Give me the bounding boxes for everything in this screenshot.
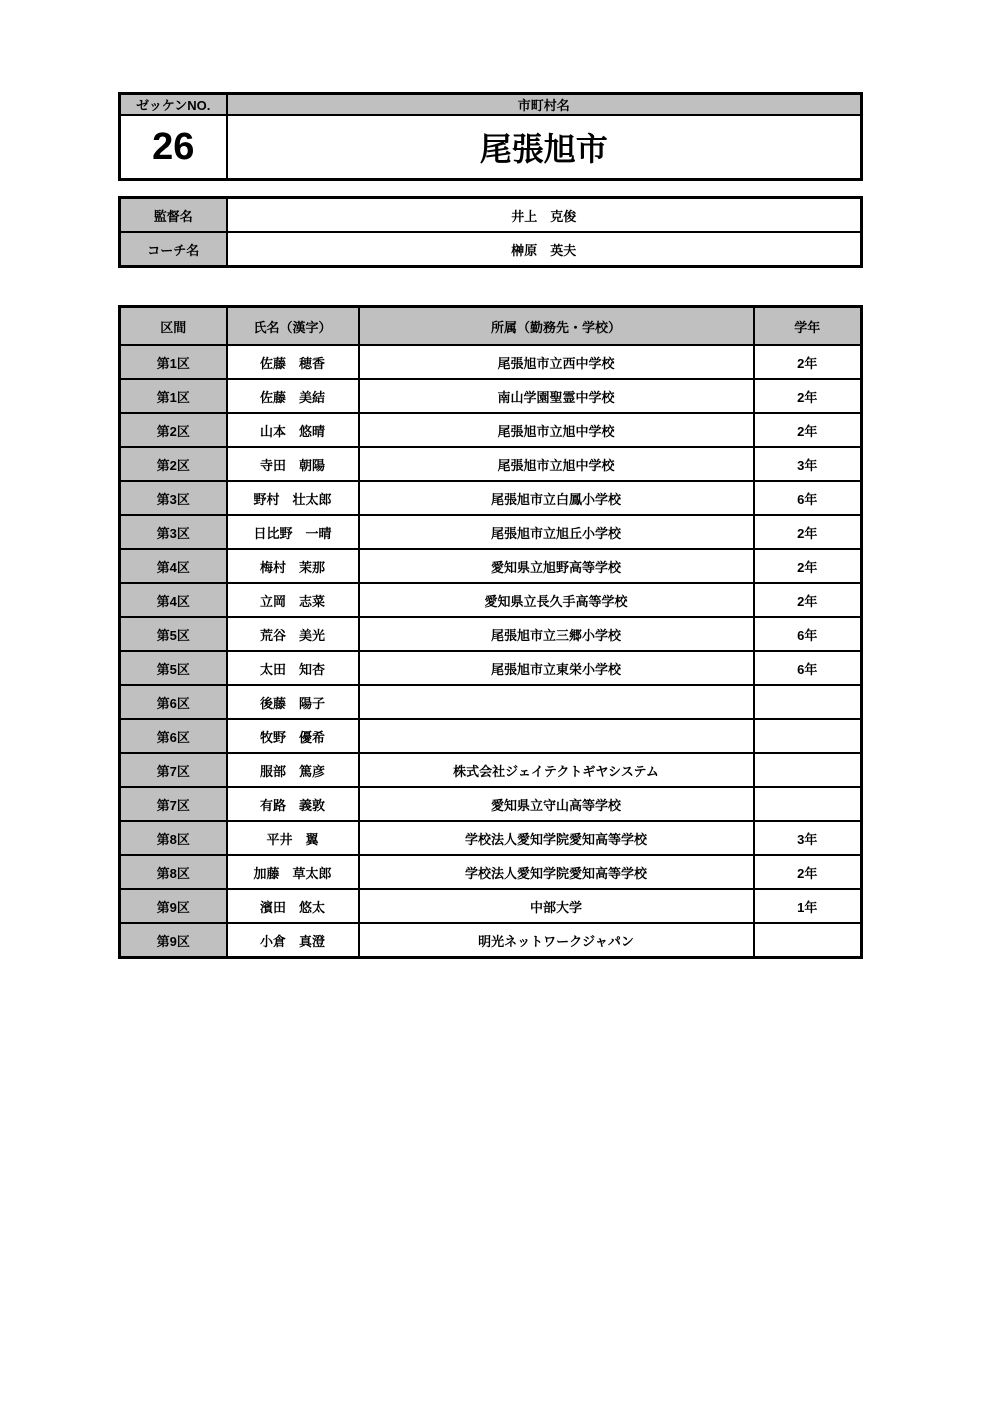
name-cell: 佐藤 美結 (227, 379, 359, 413)
name-cell: 太田 知杏 (227, 651, 359, 685)
name-column-header: 氏名（漢字） (227, 307, 359, 346)
grade-cell: 2年 (754, 413, 862, 447)
table-row (120, 855, 862, 889)
affiliation-cell (359, 719, 754, 753)
name-cell: 梅村 茉那 (227, 549, 359, 583)
table-row (120, 821, 862, 855)
name-cell: 服部 篤彦 (227, 753, 359, 787)
table-row (120, 719, 862, 753)
table-row (120, 889, 862, 923)
table-row (120, 549, 862, 583)
grade-cell: 2年 (754, 345, 862, 379)
manager-name: 井上 克俊 (227, 198, 862, 233)
table-row (120, 617, 862, 651)
grade-cell: 1年 (754, 889, 862, 923)
grade-cell (754, 719, 862, 753)
section-cell: 第3区 (120, 515, 227, 549)
affiliation-cell: 愛知県立長久手高等学校 (359, 583, 754, 617)
grade-cell: 6年 (754, 617, 862, 651)
grade-cell (754, 923, 862, 958)
affiliation-cell: 愛知県立守山高等学校 (359, 787, 754, 821)
name-cell: 後藤 陽子 (227, 685, 359, 719)
section-cell: 第8区 (120, 821, 227, 855)
table-row (120, 481, 862, 515)
table-row (120, 447, 862, 481)
name-cell: 加藤 草太郎 (227, 855, 359, 889)
affiliation-cell: 尾張旭市立西中学校 (359, 345, 754, 379)
affiliation-cell: 南山学園聖霊中学校 (359, 379, 754, 413)
section-cell: 第9区 (120, 923, 227, 958)
affiliation-cell: 尾張旭市立三郷小学校 (359, 617, 754, 651)
name-cell: 有路 義敦 (227, 787, 359, 821)
table-row (120, 787, 862, 821)
table-row (120, 583, 862, 617)
table-row (120, 685, 862, 719)
bib-number-value: 26 (120, 115, 227, 180)
name-cell: 山本 悠晴 (227, 413, 359, 447)
section-cell: 第2区 (120, 447, 227, 481)
name-cell: 濱田 悠太 (227, 889, 359, 923)
section-cell: 第4区 (120, 549, 227, 583)
table-row (120, 413, 862, 447)
municipality-header: 市町村名 (227, 94, 862, 116)
section-column-header: 区間 (120, 307, 227, 346)
section-cell: 第1区 (120, 345, 227, 379)
name-cell: 立岡 志菜 (227, 583, 359, 617)
grade-cell: 2年 (754, 855, 862, 889)
runner-roster-table (118, 305, 863, 959)
grade-cell: 6年 (754, 481, 862, 515)
section-cell: 第1区 (120, 379, 227, 413)
name-cell: 野村 壮太郎 (227, 481, 359, 515)
table-row (120, 198, 862, 233)
grade-cell: 2年 (754, 379, 862, 413)
section-cell: 第5区 (120, 617, 227, 651)
table-row (120, 94, 862, 116)
grade-cell (754, 787, 862, 821)
table-header-row (120, 307, 862, 346)
grade-cell: 2年 (754, 549, 862, 583)
name-cell: 佐藤 穂香 (227, 345, 359, 379)
table-row (120, 232, 862, 267)
grade-cell: 3年 (754, 821, 862, 855)
section-cell: 第4区 (120, 583, 227, 617)
grade-cell: 6年 (754, 651, 862, 685)
staff-table (118, 196, 863, 268)
section-cell: 第3区 (120, 481, 227, 515)
grade-cell: 2年 (754, 583, 862, 617)
manager-label: 監督名 (120, 198, 227, 233)
name-cell: 平井 翼 (227, 821, 359, 855)
section-cell: 第6区 (120, 685, 227, 719)
name-cell: 日比野 一晴 (227, 515, 359, 549)
grade-cell (754, 685, 862, 719)
section-cell: 第7区 (120, 787, 227, 821)
affiliation-column-header: 所属（勤務先・学校） (359, 307, 754, 346)
grade-cell: 3年 (754, 447, 862, 481)
affiliation-cell: 明光ネットワークジャパン (359, 923, 754, 958)
name-cell: 小倉 真澄 (227, 923, 359, 958)
name-cell: 荒谷 美光 (227, 617, 359, 651)
grade-cell (754, 753, 862, 787)
affiliation-cell: 愛知県立旭野高等学校 (359, 549, 754, 583)
section-cell: 第5区 (120, 651, 227, 685)
grade-cell: 2年 (754, 515, 862, 549)
municipality-name-value: 尾張旭市 (227, 115, 862, 180)
table-row (120, 753, 862, 787)
affiliation-cell: 尾張旭市立旭中学校 (359, 413, 754, 447)
table-row (120, 515, 862, 549)
section-cell: 第2区 (120, 413, 227, 447)
name-cell: 寺田 朝陽 (227, 447, 359, 481)
affiliation-cell: 尾張旭市立白鳳小学校 (359, 481, 754, 515)
affiliation-cell: 株式会社ジェイテクトギヤシステム (359, 753, 754, 787)
coach-name: 榊原 英夫 (227, 232, 862, 267)
section-cell: 第9区 (120, 889, 227, 923)
section-cell: 第6区 (120, 719, 227, 753)
affiliation-cell: 尾張旭市立東栄小学校 (359, 651, 754, 685)
table-row (120, 379, 862, 413)
section-cell: 第7区 (120, 753, 227, 787)
grade-column-header: 学年 (754, 307, 862, 346)
affiliation-cell: 尾張旭市立旭丘小学校 (359, 515, 754, 549)
table-row (120, 651, 862, 685)
affiliation-cell: 中部大学 (359, 889, 754, 923)
table-row (120, 115, 862, 180)
affiliation-cell: 学校法人愛知学院愛知高等学校 (359, 855, 754, 889)
affiliation-cell: 尾張旭市立旭中学校 (359, 447, 754, 481)
table-row (120, 923, 862, 958)
coach-label: コーチ名 (120, 232, 227, 267)
section-cell: 第8区 (120, 855, 227, 889)
affiliation-cell (359, 685, 754, 719)
bib-number-header: ゼッケンNO. (120, 94, 227, 116)
bib-municipality-table (118, 92, 863, 181)
affiliation-cell: 学校法人愛知学院愛知高等学校 (359, 821, 754, 855)
table-row (120, 345, 862, 379)
name-cell: 牧野 優希 (227, 719, 359, 753)
